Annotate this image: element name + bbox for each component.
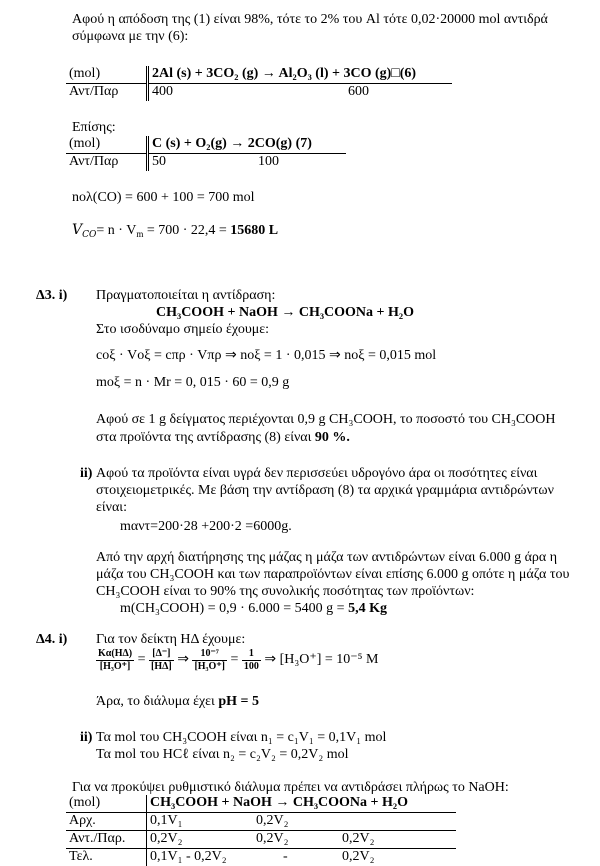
final-table-header-mol: (mol) [66, 795, 147, 813]
d4-label: Δ4. i) [36, 632, 67, 649]
final-table-row-label: Αρχ. [66, 813, 147, 831]
table-7-row-label: Αντ/Παρ [66, 154, 148, 172]
d3-ii-label: ii) [80, 466, 92, 483]
table-6-value-al: 400 [148, 84, 346, 102]
final-table-cell: 0,2V₂ [147, 831, 254, 849]
reaction-table-7 [66, 136, 346, 171]
table-6-header-mol: (mol) [66, 66, 148, 84]
d3-ii-line-3: είναι: [96, 500, 127, 517]
also-label: Επίσης: [72, 120, 116, 137]
fraction-ten: $\frac{\text{10⁻⁷}}{\text{[H₃O⁺]}}$ [192, 648, 227, 672]
d3-conclusion-1: Αφού σε 1 g δείγματος περιέχονται 0,9 g CH₃COOH, το ποσοστό του CH₃COOH [96, 412, 556, 429]
d3-reaction: CH₃COOH + NaOH → CH₃COONa + H₂O [156, 305, 414, 322]
d4-ii-line-3: Για να προκύψει ρυθμιστικό διάλυμα πρέπει να αντιδράσει πλήρως το NaOH: [72, 780, 509, 797]
d3-label: Δ3. i) [36, 288, 67, 305]
table-7-value-co: 100 [255, 154, 346, 172]
d3-ii-line-6: μάζα του CH₃COOH και των παραπροϊόντων είναι επίσης 6.000 g οπότε η μάζα του [96, 567, 569, 584]
n-total-line: nολ(CO) = 600 + 100 = 700 mol [72, 190, 255, 207]
table-7-value-c: 50 [148, 154, 256, 172]
final-table-row-label: Τελ. [66, 849, 147, 866]
table-6-value-co: 600 [345, 84, 452, 102]
d4-intro: Για τον δείκτη ΗΔ έχουμε: [96, 632, 245, 649]
d3-ii-line-8: m(CH₃COOH) = 0,9 · 6.000 = 5400 g = 5,4 Kg [120, 601, 387, 618]
d3-conclusion-2: στα προϊόντα της αντίδρασης (8) είναι 90 %. [96, 430, 350, 447]
table-6-equation: 2Al (s) + 3CO₂ (g) → Al₂O₃ (l) + 3CO (g)□(6) [148, 66, 453, 84]
d3-ii-line-5: Από την αρχή διατήρησης της μάζας η μάζα των αντιδρώντων είναι 6.000 g άρα η [96, 550, 557, 567]
final-table-cell: 0,2V₂ [339, 831, 456, 849]
table-7-equation: C (s) + O₂(g) → 2CO(g) (7) [148, 136, 347, 154]
final-table-cell: 0,2V₂ [253, 831, 339, 849]
reaction-table-6 [66, 66, 452, 101]
fraction-ka: $\frac{K\alpha(H\Delta)}{\text{[H₃O⁺]}}$ [96, 648, 134, 672]
fraction-hundred: $\frac{1}{100}$ [242, 648, 261, 672]
d4-ii-line-2: Τα mol του HCℓ είναι n₂ = c₂V₂ = 0,2V₂ mol [96, 747, 349, 764]
d4-ii-label: ii) [80, 730, 92, 747]
d3-ii-line-2: στοιχειομετρικές. Με βάση την αντίδραση (8) τα αρχικά γραμμάρια αντιδρώντων [96, 483, 554, 500]
final-table-cell: - [253, 849, 339, 866]
d4-fraction-equation: $\frac{K\alpha(H\Delta)}{\text{[H₃O⁺]}}$ = $\frac{[\Delta^-]}{[H\Delta]}$ ⇒ $\frac{\text{10⁻⁷}}{\text{[H₃O⁺]}}$ = $\frac{1}{100}$ ⇒ [H₃O⁺] = 10⁻⁵ M [96, 648, 379, 672]
d3-calc-1: cοξ · Vοξ = cπρ · Vπρ ⇒ nοξ = 1 · 0,015 ⇒ nοξ = 0,015 mol [96, 348, 436, 365]
fraction-delta: $\frac{[\Delta^-]}{[H\Delta]}$ [149, 648, 174, 672]
final-table-cell: 0,2V₂ [253, 813, 339, 831]
final-table-cell: 0,2V₂ [339, 849, 456, 866]
v-co-line: $V_{CO}= n \cdot V_m = 700 \cdot 22,4 = 15680$ L [72, 222, 278, 241]
table-6-row-label: Αντ/Παρ [66, 84, 148, 102]
final-table-cell: 0,1V₁ - 0,2V₂ [147, 849, 254, 866]
d3-eq-point: Στο ισοδύναμο σημείο έχουμε: [96, 322, 269, 339]
reaction-table-final [66, 795, 456, 866]
final-table-equation: CH₃COOH + NaOH → CH₃COONa + H₂O [147, 795, 457, 813]
d3-calc-2: mοξ = n · Mr = 0, 015 · 60 = 0,9 g [96, 375, 289, 392]
intro-line-1: Αφού η απόδοση της (1) είναι 98%, τότε το 2% του Al τότε 0,02·20000 mol αντιδρά [72, 12, 548, 29]
table-7-header-mol: (mol) [66, 136, 148, 154]
final-table-cell [339, 813, 456, 831]
d3-ii-line-1: Αφού τα προϊόντα είναι υγρά δεν περισσεύει υδρογόνο άρα οι ποσότητες είναι [96, 466, 537, 483]
d4-ii-line-1: Τα mol του CH₃COOH είναι n₁ = c₁V₁ = 0,1V₁ mol [96, 730, 386, 747]
d4-ph-line: Άρα, το διάλυμα έχει pH = 5 [96, 694, 259, 711]
d3-intro: Πραγματοποιείται η αντίδραση: [96, 288, 275, 305]
final-table-row-label: Αντ./Παρ. [66, 831, 147, 849]
d3-ii-line-7: CH₃COOH είναι το 90% της συνολικής ποσότητας των προϊόντων: [96, 584, 474, 601]
final-table-cell: 0,1V₁ [147, 813, 254, 831]
d3-ii-line-4: mαντ=200·28 +200·2 =6000g. [120, 519, 292, 536]
intro-line-2: σύμφωνα με την (6): [72, 29, 188, 46]
